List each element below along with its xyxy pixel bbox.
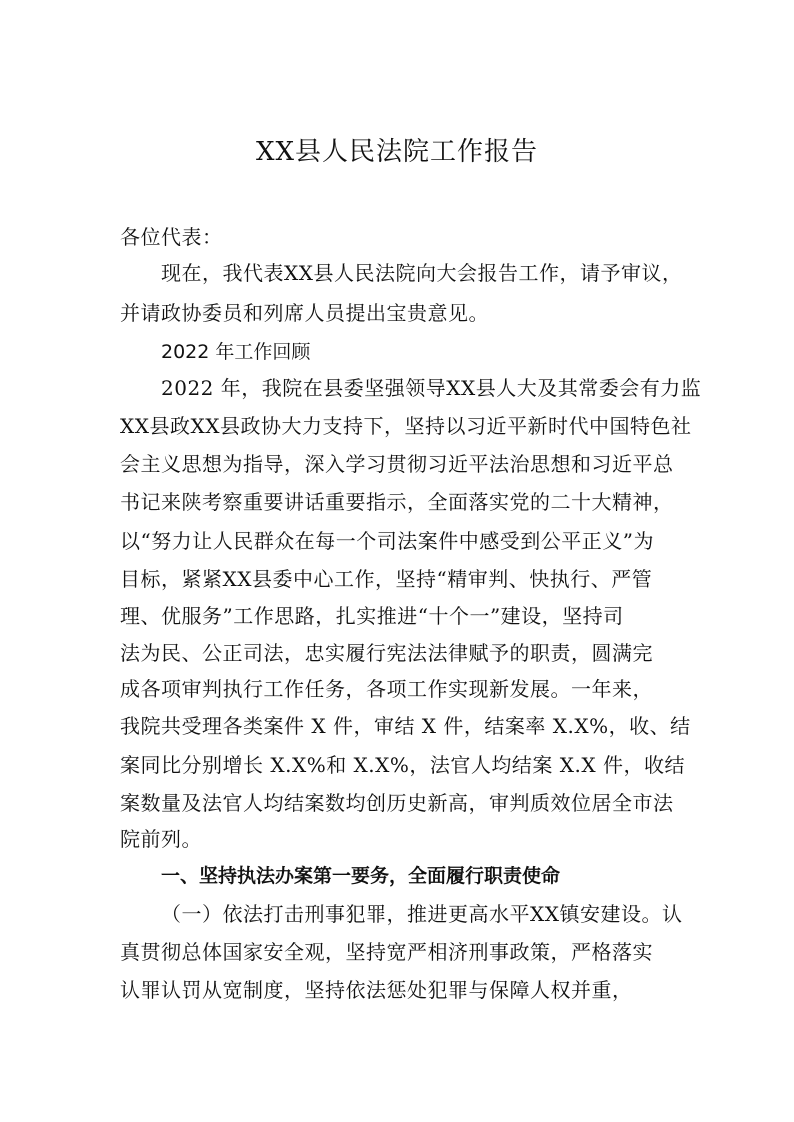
review-line: XX县政XX县政协大力支持下，坚持以习近平新时代中国特色社 <box>120 414 692 438</box>
section-year-heading: 2022 年工作回顾 <box>161 341 311 363</box>
review-line: 我院共受理各类案件 X 件，审结 X 件，结案率 X.X%，收、结 <box>120 714 691 738</box>
intro-line: 并请政协委员和列席人员提出宝贵意见。 <box>120 301 489 325</box>
section-one-heading: 一、坚持执法办案第一要务，全面履行职责使命 <box>161 865 561 887</box>
sub-line: 真贯彻总体国家安全观，坚持宽严相济刑事政策，严格落实 <box>120 940 653 964</box>
review-line: 理、优服务”工作思路，扎实推进“十个一”建设，坚持司 <box>120 604 624 628</box>
review-line: 案数量及法官人均结案数均创历史新高，审判质效位居全市法 <box>120 791 674 815</box>
document-title: XX县人民法院工作报告 <box>255 137 539 167</box>
review-line: 以“努力让人民群众在每一个司法案件中感受到公平正义”为 <box>120 529 654 553</box>
review-line: 院前列。 <box>120 827 202 851</box>
sub-line: （一）依法打击刑事犯罪，推进更高水平XX镇安建设。认 <box>161 902 683 926</box>
salutation: 各位代表： <box>120 225 223 249</box>
sub-line: 认罪认罚从宽制度，坚持依法惩处犯罪与保障人权并重， <box>120 978 633 1002</box>
review-line: 目标，紧紧XX县委中心工作，坚持“精审判、快执行、严管 <box>120 567 653 591</box>
review-line: 法为民、公正司法，忠实履行宪法法律赋予的职责，圆满完 <box>120 641 653 665</box>
review-line: 书记来陕考察重要讲话重要指示，全面落实党的二十大精神， <box>120 490 674 514</box>
review-line: 会主义思想为指导，深入学习贯彻习近平法治思想和习近平总 <box>120 452 674 476</box>
review-line: 2022 年，我院在县委坚强领导XX县人大及其常委会有力监 <box>161 376 702 400</box>
review-line: 案同比分别增长 X.X%和 X.X%，法官人均结案 X.X 件，收结 <box>120 753 685 777</box>
intro-line: 现在，我代表XX县人民法院向大会报告工作，请予审议， <box>161 261 683 285</box>
review-line: 成各项审判执行工作任务，各项工作实现新发展。一年来， <box>120 677 653 701</box>
